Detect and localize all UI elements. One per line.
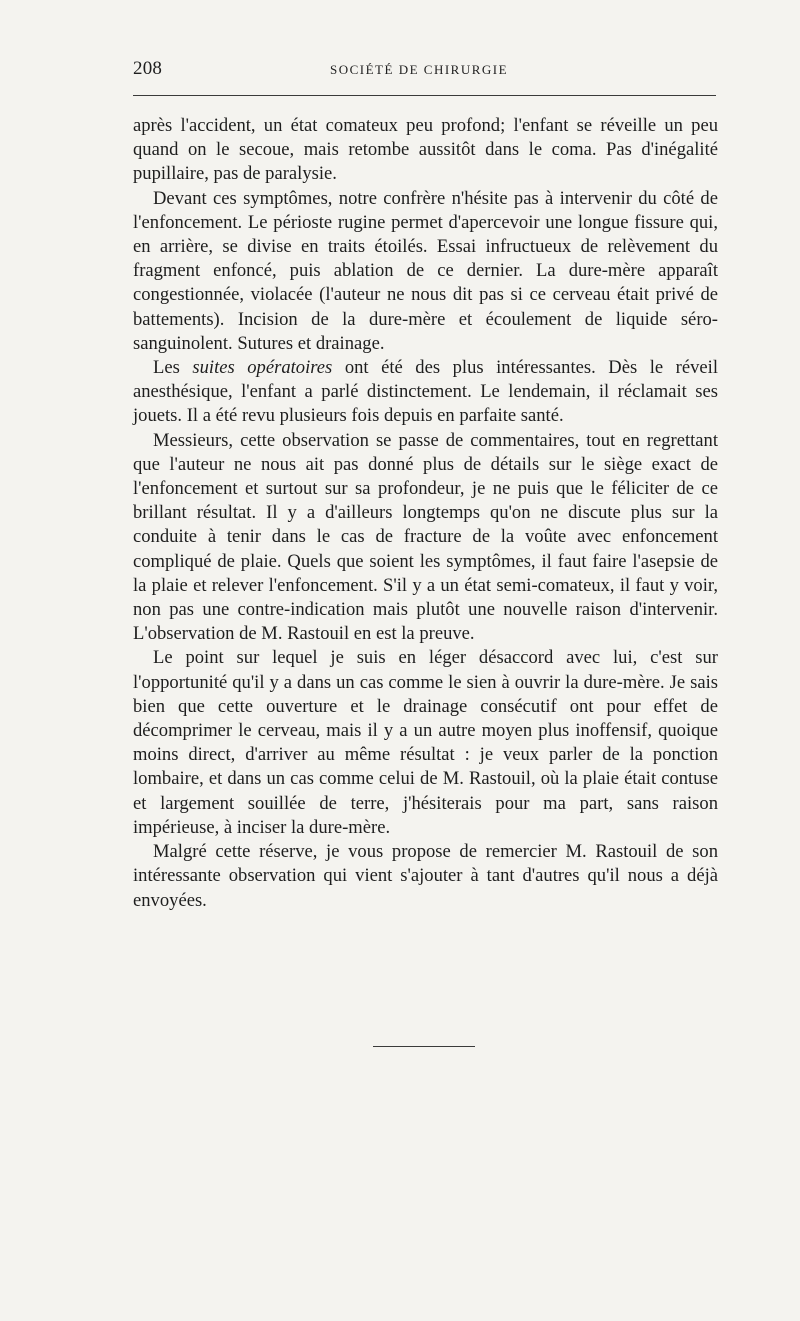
body-text <box>133 114 718 913</box>
page-header <box>133 58 716 82</box>
paragraph-text: Messieurs, cette observation se passe de commentaires, tout en regrettant que l'auteur ne nous ait pas donné plus de détails sur le siège exact de l'enfoncement et surtout sur sa profondeur, je ne puis que le féliciter de ce brillant résultat. Il y a d'ailleurs longtemps qu'on ne discute plus sur la conduite à tenir dans le cas de fracture de la voûte avec enfoncement compliqué de plaie. Quels que soient les symptômes, il faut faire l'asepsie de la plaie et relever l'enfoncement. S'il y a un état semi-comateux, il faut y voir, non pas une contre-indication mais plutôt une nouvelle raison d'intervenir. L'observation de M. Rastouil en est la preuve. <box>133 429 718 645</box>
paragraph-text: Le point sur lequel je suis en léger désaccord avec lui, c'est sur l'opportunité qu'il y a dans un cas comme le sien à ouvrir la dure-mère. Je sais bien que cette ouverture et le drainage consécutif ont pour effet de décomprimer le cerveau, mais il y a un autre moyen plus inoffensif, quoique moins direct, d'arriver au même résultat : je veux parler de la ponction lombaire, et dans un cas comme celui de M. Rastouil, où la plaie était contuse et largement souillée de terre, j'hésiterais pour ma part, sans raison impérieuse, à inciser la dure-mère. <box>133 647 718 838</box>
paragraph-text: Devant ces symptômes, notre confrère n'hésite pas à intervenir du côté de l'enfoncement. Le périoste rugine permet d'apercevoir une longue fissure qui, en arrière, se divise en traits étoilés. Essai infructueux de relèvement du fragment enfoncé, puis ablation de ce dernier. La dure-mère apparaît congestionnée, violacée (l'auteur ne nous dit pas si ce cerveau était privé de battements). Incision de la dure-mère et écoulement de liquide séro-sanguinolent. Sutures et drainage. <box>133 187 718 354</box>
paragraph-text: après l'accident, un état comateux peu profond; l'enfant se réveille un peu quand on le secoue, mais retombe aussitôt dans le coma. Pas d'inégalité pupillaire, pas de paralysie. <box>133 115 718 185</box>
end-rule <box>373 1046 475 1047</box>
italic-phrase: suites opératoires <box>192 357 333 379</box>
paragraph-text: Malgré cette réserve, je vous propose de remercier M. Rastouil de son intéressante observation qui vient s'ajouter à tant d'autres qu'il nous a déjà envoyées. <box>133 841 718 911</box>
page-number: 208 <box>133 58 163 79</box>
paragraph <box>133 356 718 429</box>
paragraph <box>133 429 718 647</box>
running-head: SOCIÉTÉ DE CHIRURGIE <box>330 62 509 77</box>
paragraph <box>133 840 718 913</box>
paragraph-text: Les <box>153 357 193 379</box>
header-rule <box>133 95 716 96</box>
paragraph <box>133 646 718 840</box>
paragraph-text: ont été des plus intéressantes. Dès le réveil anesthésique, l'enfant a parlé distinctement. Le lendemain, il réclamait ses jouets. Il a été revu plusieurs fois depuis en parfaite santé. <box>133 357 718 427</box>
paragraph <box>133 114 718 187</box>
paragraph <box>133 187 718 356</box>
